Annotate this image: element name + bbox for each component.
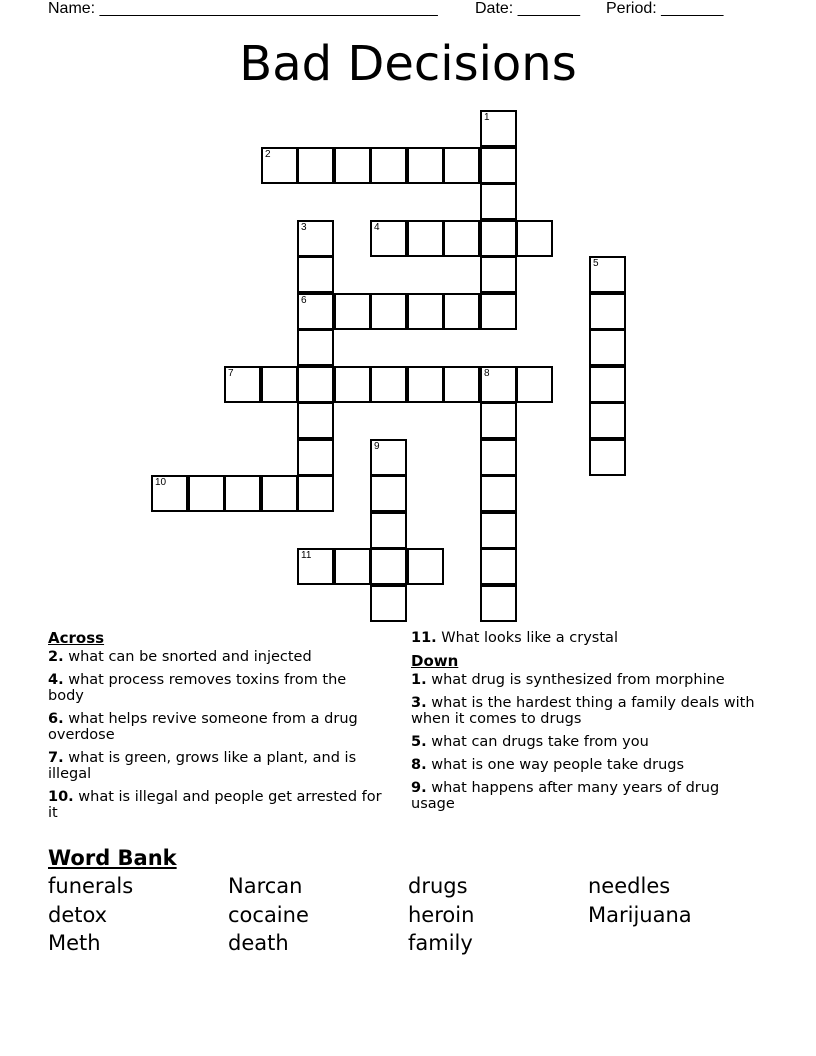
clue-down-8: 8. what is one way people take drugs [411, 757, 685, 773]
crossword-cell[interactable] [370, 512, 407, 549]
crossword-cell[interactable] [407, 147, 444, 184]
crossword-cell[interactable] [407, 366, 444, 403]
crossword-cell[interactable] [297, 293, 334, 330]
cell-number: 8 [484, 368, 490, 379]
crossword-cell[interactable] [589, 256, 626, 293]
crossword-cell[interactable] [370, 220, 407, 257]
crossword-cell[interactable] [480, 293, 517, 330]
crossword-cell[interactable] [443, 293, 480, 330]
crossword-cell[interactable] [370, 147, 407, 184]
crossword-cell[interactable] [589, 402, 626, 439]
clue-across-7: 7. what is green, grows like a plant, and is illegal [48, 750, 357, 782]
crossword-cell[interactable] [407, 220, 444, 257]
crossword-cell[interactable] [480, 475, 517, 512]
crossword-cell[interactable] [516, 366, 553, 403]
crossword-cell[interactable] [516, 220, 553, 257]
word-bank-word: Meth [48, 931, 101, 955]
across-heading: Across [48, 629, 105, 647]
crossword-cell[interactable] [334, 293, 371, 330]
across-clues [48, 630, 383, 828]
crossword-cell[interactable] [480, 366, 517, 403]
crossword-cell[interactable] [297, 548, 334, 585]
crossword-cell[interactable] [589, 329, 626, 366]
name-field[interactable]: Name: ______________________________________ [48, 0, 438, 17]
crossword-cell[interactable] [334, 548, 371, 585]
clue-down-1: 1. what drug is synthesized from morphine [411, 672, 725, 688]
clue-across-11: 11. What looks like a crystal [411, 630, 618, 646]
crossword-cell[interactable] [480, 402, 517, 439]
cell-number: 11 [301, 550, 312, 561]
clue-across-6: 6. what helps revive someone from a drug overdose [48, 711, 358, 743]
word-bank-word: family [408, 931, 473, 955]
word-bank-word: death [228, 931, 289, 955]
crossword-cell[interactable] [480, 256, 517, 293]
crossword-cell[interactable] [480, 439, 517, 476]
crossword-cell[interactable] [480, 512, 517, 549]
crossword-cell[interactable] [480, 110, 517, 147]
right-clues [411, 630, 756, 819]
crossword-cell[interactable] [261, 475, 298, 512]
crossword-cell[interactable] [480, 220, 517, 257]
crossword-cell[interactable] [224, 366, 261, 403]
period-field[interactable]: Period: _______ [606, 0, 724, 17]
crossword-cell[interactable] [334, 147, 371, 184]
cell-number: 4 [374, 222, 380, 233]
crossword-cell[interactable] [589, 366, 626, 403]
crossword-cell[interactable] [334, 366, 371, 403]
clue-down-5: 5. what can drugs take from you [411, 734, 649, 750]
crossword-cell[interactable] [297, 256, 334, 293]
date-field[interactable]: Date: _______ [475, 0, 580, 17]
crossword-cell[interactable] [297, 220, 334, 257]
crossword-cell[interactable] [370, 475, 407, 512]
clue-down-9: 9. what happens after many years of drug usage [411, 780, 720, 812]
crossword-cell[interactable] [151, 475, 188, 512]
crossword-cell[interactable] [297, 402, 334, 439]
crossword-cell[interactable] [407, 293, 444, 330]
down-heading: Down [411, 652, 459, 670]
word-bank-word: Narcan [228, 874, 303, 898]
crossword-cell[interactable] [589, 439, 626, 476]
crossword-cell[interactable] [480, 183, 517, 220]
crossword-cell[interactable] [297, 439, 334, 476]
clue-across-2: 2. what can be snorted and injected [48, 649, 312, 665]
crossword-cell[interactable] [480, 147, 517, 184]
cell-number: 1 [484, 112, 490, 123]
crossword-cell[interactable] [261, 366, 298, 403]
word-bank-word: detox [48, 903, 108, 927]
crossword-cell[interactable] [297, 475, 334, 512]
clue-across-10: 10. what is illegal and people get arrested for it [48, 789, 382, 821]
word-bank-word: Marijuana [588, 903, 692, 927]
clue-across-4: 4. what process removes toxins from the body [48, 672, 347, 704]
crossword-cell[interactable] [443, 220, 480, 257]
crossword-cell[interactable] [370, 439, 407, 476]
word-bank-title: Word Bank [48, 846, 177, 870]
crossword-cell[interactable] [480, 548, 517, 585]
crossword-cell[interactable] [443, 366, 480, 403]
word-bank-word: needles [588, 874, 671, 898]
cell-number: 9 [374, 441, 380, 452]
word-bank-word: funerals [48, 874, 134, 898]
cell-number: 5 [593, 258, 599, 269]
cell-number: 3 [301, 222, 307, 233]
crossword-cell[interactable] [297, 147, 334, 184]
crossword-cell[interactable] [261, 147, 298, 184]
word-bank-word: heroin [408, 903, 475, 927]
crossword-cell[interactable] [224, 475, 261, 512]
crossword-cell[interactable] [443, 147, 480, 184]
crossword-cell[interactable] [480, 585, 517, 622]
cell-number: 6 [301, 295, 307, 306]
puzzle-title: Bad Decisions [239, 36, 577, 92]
crossword-cell[interactable] [407, 548, 444, 585]
crossword-cell[interactable] [297, 329, 334, 366]
word-bank-word: cocaine [228, 903, 309, 927]
word-bank-word: drugs [408, 874, 468, 898]
cell-number: 7 [228, 368, 234, 379]
crossword-cell[interactable] [370, 548, 407, 585]
cell-number: 10 [155, 477, 167, 488]
crossword-cell[interactable] [297, 366, 334, 403]
crossword-cell[interactable] [370, 293, 407, 330]
clue-down-3: 3. what is the hardest thing a family deals with when it comes to drugs [411, 695, 755, 727]
crossword-cell[interactable] [370, 366, 407, 403]
cell-number: 2 [265, 149, 271, 160]
crossword-cell[interactable] [589, 293, 626, 330]
crossword-cell[interactable] [370, 585, 407, 622]
crossword-cell[interactable] [188, 475, 225, 512]
